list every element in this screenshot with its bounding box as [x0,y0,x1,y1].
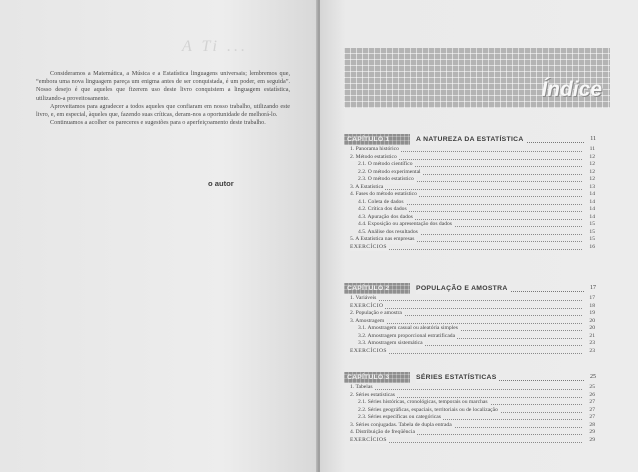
toc-entry-page: 12 [589,168,595,175]
toc-entry [344,318,610,326]
toc-entry-label: 4.5. Análise dos resultados [358,228,418,235]
toc-entry [344,392,610,400]
chapter-page-number: 25 [590,374,596,380]
dot-leader [350,300,582,301]
toc-entry-label: 2. Método estatístico [350,153,397,160]
toc-entry-page: 14 [589,191,595,197]
toc-entry-label: 4.1. Coleta de dados [358,198,404,205]
toc-entry [344,295,610,303]
toc-entry [344,244,610,252]
chapter-page-number: 17 [590,285,596,291]
toc-entry-page: 25 [589,384,595,390]
preface-paragraph: Consideramos a Matemática, a Música e a Estatística linguagens universais; lembremos que, “embora uma nova linguagem pareça um enigma antes de ser conquistada, é um poder, em seguida”. Nosso desejo é que aqueles que fizerem uso deste livro conquistem a linguagem estatística, utilizando-a proveitosamente. [36,70,290,102]
toc-entry-label: 2.2. Séries geográficas, espaciais, territoriais ou de localização [358,406,498,413]
toc-entry [344,154,610,162]
toc-entry-label: 4.4. Exposição ou apresentação dos dados [358,221,452,227]
toc-entry-label: 3.1. Amostragem casual ou aleatória simples [358,325,458,331]
ghost-heading: A Ti ... [182,38,248,55]
toc-entry [344,422,610,430]
toc-entry-label: 4.3. Apuração dos dados [358,213,413,220]
toc-entry [344,161,610,169]
toc-entry [344,176,610,184]
toc-entry-page: 18 [589,302,595,309]
toc-entry-page: 13 [589,183,595,190]
toc-entry-label: EXERCÍCIOS [350,243,387,250]
toc-entry-label: 3.3. Amostragem sistemática [358,340,423,346]
toc-entry [344,399,610,407]
toc-entry-page: 12 [589,176,595,182]
toc-entry-label: EXERCÍCIOS [350,436,387,443]
left-page [0,0,318,472]
chapter-title: POPULAÇÃO E AMOSTRA [416,285,508,292]
toc-entry-page: 16 [589,243,595,250]
toc-entry-label: 3. A Estatística [350,183,384,190]
author-signature: o autor [208,179,234,188]
toc-entry [344,199,610,207]
toc-entry-page: 27 [589,414,595,420]
toc-entry-label: 2. Séries estatísticas [350,391,395,398]
toc-entry-page: 28 [589,421,595,428]
toc-entry-page: 29 [589,429,595,435]
toc-entry-label: 1. Panorama histórico [350,146,399,152]
toc-entry [344,348,610,356]
toc-entry-label: 2.3. Séries específicas ou categóricas [358,414,441,420]
toc-entry-label: 2.2. O método experimental [358,168,421,175]
toc-entry [344,206,610,214]
chapter-title: SÉRIES ESTATÍSTICAS [416,374,497,381]
toc-entry-page: 26 [589,391,595,398]
toc-entry-page: 14 [589,213,595,220]
toc-entry-page: 27 [589,399,595,405]
toc-entry-label: 1. Variáveis [350,295,377,301]
toc-entry [344,214,610,222]
toc-entry-page: 21 [589,332,595,339]
toc-entry [344,340,610,348]
dot-leader [350,389,582,390]
toc-entry [344,414,610,422]
chapter-title: A NATUREZA DA ESTATÍSTICA [416,136,524,143]
preface-paragraph: Aproveitamos para agradecer a todos aqueles que confiaram em nosso trabalho, utilizando este livro, e, em especial, àqueles que, fazendo suas críticas, deram-nos a oportunidade de melhorá-lo. [36,102,290,119]
chapter-heading [344,372,610,383]
chapter-heading [344,134,610,145]
toc-entry-page: 19 [589,310,595,316]
index-banner [344,48,610,108]
toc-entry-label: 3. Amostragem [350,317,385,324]
toc-entry-page: 23 [589,340,595,346]
chapter-badge: CAPÍTULO 1 [344,134,410,145]
toc-entry-label: EXERCÍCIOS [350,347,387,354]
toc-entry-label: 3. Séries conjugadas. Tabela de dupla entrada [350,421,452,428]
toc-entry-label: 2.1. O método científico [358,161,413,167]
toc-entry [344,333,610,341]
toc-entry [344,429,610,437]
index-title: Índice [541,78,602,101]
toc-entry-page: 11 [589,146,595,152]
toc-entry-label: 2.1. Séries históricas, cronológicas, temporais ou marchas [358,399,488,405]
toc-entry-label: 2.3. O método estatístico [358,176,414,182]
toc-entry [344,184,610,192]
toc-entry-page: 14 [589,198,595,205]
toc-entry-label: 2. População e amostra [350,310,402,316]
chapter-heading [344,283,610,294]
toc-entry-page: 17 [589,295,595,301]
toc-entry-page: 27 [589,406,595,413]
toc-entry [344,437,610,445]
chapter-page-number: 11 [590,136,596,142]
chapter-badge: CAPÍTULO 2 [344,283,410,294]
toc-entry-label: EXERCÍCIO [350,302,384,309]
toc-entry-label: 4.2. Crítica dos dados [358,206,407,212]
toc-entry-label: 4. Distribuição de freqüência [350,429,415,435]
toc-entry [344,146,610,154]
toc-entry-page: 15 [589,236,595,242]
toc-entry-page: 29 [589,436,595,443]
toc-entry [344,310,610,318]
preface-text [36,70,290,127]
toc-entry-label: 3.2. Amostragem proporcional estratificada [358,332,456,339]
toc-entry-label: 4. Fases do método estatístico [350,191,417,197]
chapter-badge: CAPÍTULO 3 [344,372,410,383]
toc-entry-page: 20 [589,325,595,331]
toc-entry [344,229,610,237]
toc-entry-label: 1. Tabelas [350,384,373,390]
toc-entry [344,325,610,333]
toc-entry-page: 15 [589,228,595,235]
toc-entry [344,303,610,311]
toc-entry-page: 12 [589,153,595,160]
toc-entry [344,169,610,177]
toc-entry [344,384,610,392]
toc-entry [344,191,610,199]
toc-entry [344,221,610,229]
toc-entry-page: 12 [589,161,595,167]
preface-paragraph: Continuamos a acolher os pareceres e sugestões para o aperfeiçoamento deste trabalho. [50,119,266,127]
toc-entry-page: 23 [589,347,595,354]
toc-entry [344,407,610,415]
toc-entry-page: 14 [589,206,595,212]
toc-entry-page: 20 [589,317,595,324]
toc-entry [344,236,610,244]
toc-entry-page: 15 [589,221,595,227]
toc-entry-label: 5. A Estatística nas empresas [350,236,415,242]
